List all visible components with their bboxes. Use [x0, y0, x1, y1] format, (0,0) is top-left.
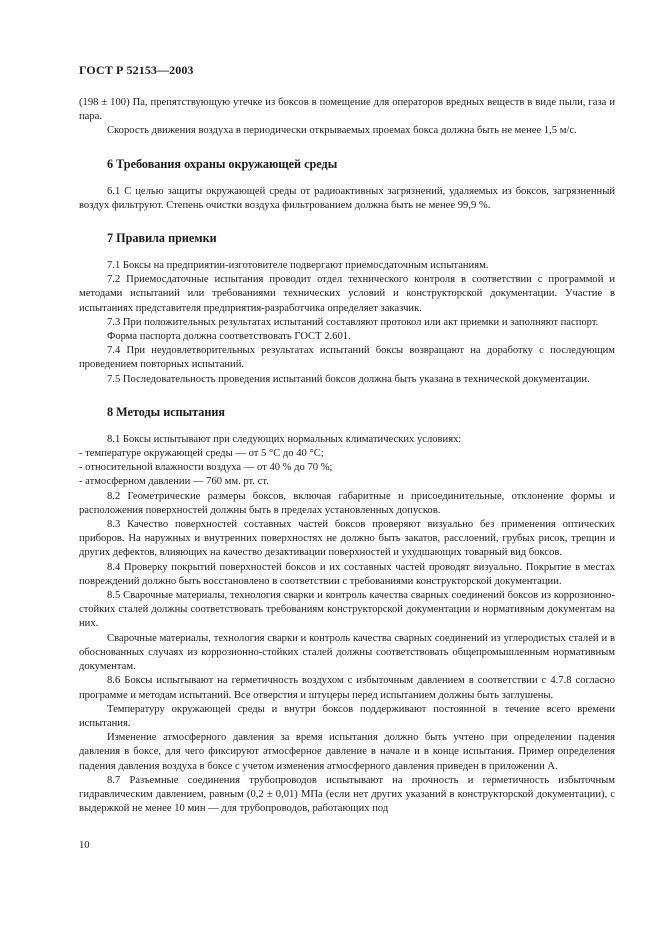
paragraph-passport-form: Форма паспорта должна соответствовать ГОСТ 2.601.: [107, 331, 351, 343]
paragraph-7-5: 7.5 Последовательность проведения испытаний боксов должна быть указана в технической документации.: [107, 373, 590, 385]
condition-list-item: - относительной влажности воздуха — от 40 % до 70 %;: [79, 462, 333, 474]
paragraph-pressure-continuation: (198 ± 100) Па, препятствующую утечке из боксов в помещение для операторов вредных веществ в виде пыли, газа и пара.: [79, 97, 615, 123]
section-6-heading: 6 Требования охраны окружающей среды: [107, 156, 338, 171]
paragraph-8-6: 8.6 Боксы испытывают на герметичность воздухом с избыточным давлением в соответствии с 4.7.8 согласно программе и методам испытаний. Все отверстия и штуцеры перед испытанием должны быть заглушены.: [79, 675, 615, 701]
paragraph-7-1: 7.1 Боксы на предприятии-изготовителе подвергают приемосдаточным испытаниям.: [107, 260, 489, 272]
paragraph-7-2: 7.2 Приемосдаточные испытания проводит отдел технического контроля в соответствии с программой и методами испытаний или требованиями технических условий и конструкторской документации. Участие в испытаниях представителя предприятия-разработчика определяет заказчик.: [79, 274, 615, 314]
paragraph-8-3: 8.3 Качество поверхностей составных частей боксов проверяют визуально без применения оптических приборов. На наружных и внутренних поверхностях не должно быть закатов, расслоений, грубых рисок, трещин и других дефектов, влияющих на качество дезактивации поверхностей и ухудшающих товарный вид боксов.: [79, 519, 615, 559]
paragraph-8-7: 8.7 Разъемные соединения трубопроводов испытывают на прочность и герметичность избыточным гидравлическим давлением, равным (0,2 ± 0,01) МПа (если нет других указаний в конструкторской документации), с выдержкой не менее 10 мин — для трубопроводов, работающих под: [79, 774, 615, 815]
paragraph-7-4: 7.4 При неудовлетворительных результатах испытаний боксы возвращают на доработку с последующим проведением повторных испытаний.: [79, 345, 615, 371]
condition-list-item: - температуре окружающей среды — от 5 °С до 40 °С;: [79, 448, 324, 460]
document-code-header: ГОСТ Р 52153—2003: [79, 63, 194, 77]
paragraph-air-speed: Скорость движения воздуха в периодически открываемых проемах бокса должна быть не менее 1,5 м/с.: [107, 125, 577, 137]
paragraph-8-5: 8.5 Сварочные материалы, технология сварки и контроль качества сварных соединений боксов из коррозионно-стойких сталей должны соответствовать требованиям конструкторской документации и нормативным документам на них.: [79, 590, 615, 630]
paragraph-temperature: Температуру окружающей среды и внутри боксов поддерживают постоянной в течение всего времени испытания.: [79, 703, 615, 729]
paragraph-7-3: 7.3 При положительных результатах испытаний составляют протокол или акт приемки и заполняют паспорт.: [107, 316, 599, 328]
paragraph-carbon-steel-welding: Сварочные материалы, технология сварки и контроль качества сварных соединений из углеродистых сталей и в обоснованных случаях из коррозионно-стойких сталей должны соответствовать общепромышленным нормативным документам.: [79, 632, 615, 673]
paragraph-6-1: 6.1 С целью защиты окружающей среды от радиоактивных загрязнений, удаляемых из боксов, загрязненный воздух фильтруют. Степень очистки воздуха фильтрованием должна быть не менее 99,9 %.: [79, 185, 615, 211]
paragraph-8-1: 8.1 Боксы испытывают при следующих нормальных климатических условиях:: [107, 433, 462, 445]
paragraph-8-4: 8.4 Проверку покрытий поверхностей боксов и их составных частей проводят визуально. Покрытие в местах повреждений должно быть восстановлено в соответствии с требованиями конструкторской документации.: [79, 561, 615, 587]
paragraph-atmospheric-pressure: Изменение атмосферного давления за время испытания должно быть учтено при определении падения давления в боксе, для чего фиксируют атмосферное давление в начале и в конце испытания. Пример определения падения давления воздуха в боксе с учетом изменения атмосферного давления приведен в приложении А.: [79, 732, 615, 772]
page-body: [79, 96, 615, 816]
paragraph-8-2: 8.2 Геометрические размеры боксов, включая габаритные и присоединительные, отклонение формы и расположения поверхностей должны быть в пределах установленных допусков.: [79, 490, 615, 516]
page-number: 10: [79, 840, 90, 851]
section-8-heading: 8 Методы испытания: [107, 404, 226, 419]
condition-list-item: - атмосферном давлении — 760 мм. рт. ст.: [79, 476, 269, 488]
section-7-heading: 7 Правила приемки: [107, 231, 217, 246]
